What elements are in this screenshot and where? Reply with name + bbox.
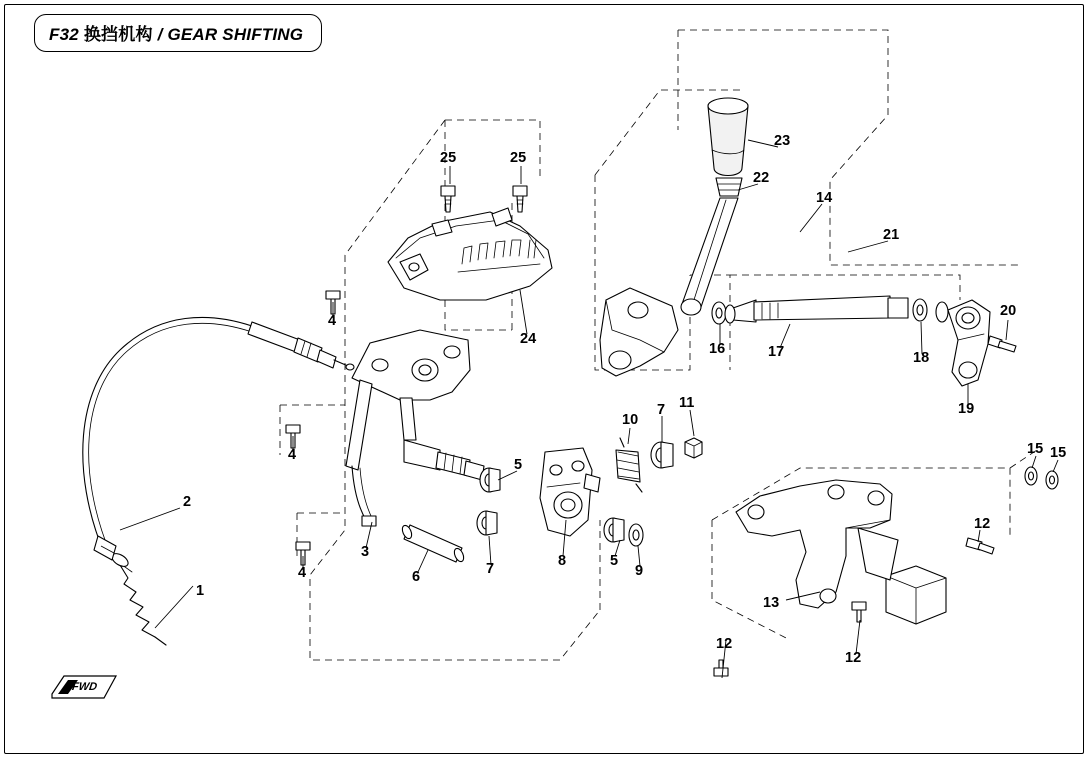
callout-12c: 12 (845, 650, 862, 666)
part-8-shift-plate (540, 448, 600, 536)
callout-15a: 15 (1027, 441, 1044, 457)
part-23-shift-knob (708, 98, 748, 176)
callout-14: 14 (816, 190, 833, 206)
title-english: / GEAR SHIFTING (157, 25, 304, 44)
part-16-washer (712, 302, 726, 324)
part-17-connecting-rod (725, 296, 908, 323)
callout-25a: 25 (440, 150, 457, 166)
part-15-washers (1025, 467, 1058, 489)
fwd-label: FWD (71, 681, 98, 693)
callout-17: 17 (768, 344, 785, 360)
bushing-7b (651, 442, 673, 468)
callout-10: 10 (622, 412, 639, 428)
callout-25b: 25 (510, 150, 527, 166)
part-10-spring (616, 438, 642, 492)
bolt-12c (852, 602, 866, 622)
bolt-12b (714, 660, 728, 676)
callout-7b: 7 (657, 402, 666, 418)
callout-6: 6 (412, 569, 421, 585)
bolt-25b (513, 186, 527, 212)
part-3-lever-bracket (346, 330, 484, 526)
callout-1: 1 (196, 583, 205, 599)
callout-21: 21 (883, 227, 900, 243)
callout-5b: 5 (610, 553, 619, 569)
callout-15b: 15 (1050, 445, 1067, 461)
part-4-bolts (286, 291, 340, 565)
part-20-bolt (988, 336, 1016, 352)
callout-12b: 12 (716, 636, 733, 652)
part-19-selector-arm (936, 300, 990, 386)
part-6-pin (400, 524, 465, 563)
callout-12a: 12 (974, 516, 991, 532)
bolt-25a (441, 186, 455, 212)
bushing-5a (480, 468, 500, 492)
title-chinese: 换挡机构 (83, 25, 153, 44)
part-14-lever-housing (600, 288, 678, 376)
callout-4b: 4 (288, 447, 297, 463)
part-18-washer (913, 299, 927, 321)
callout-20: 20 (1000, 303, 1017, 319)
part-2-shift-cable (83, 317, 354, 560)
part-22-knob-collar (716, 178, 742, 196)
callout-23: 23 (774, 133, 791, 149)
callout-13: 13 (763, 595, 780, 611)
callout-2: 2 (183, 494, 192, 510)
callout-4c: 4 (298, 565, 307, 581)
callout-3: 3 (361, 544, 370, 560)
callout-9: 9 (635, 563, 644, 579)
callout-19: 19 (958, 401, 975, 417)
callout-24: 24 (520, 331, 537, 347)
callout-16: 16 (709, 341, 726, 357)
bushing-5b (604, 518, 624, 542)
callout-8: 8 (558, 553, 567, 569)
bushing-7a (477, 511, 497, 535)
callout-18: 18 (913, 350, 930, 366)
callout-11: 11 (679, 395, 695, 411)
callout-4a: 4 (328, 313, 337, 329)
part-25-bolts (441, 186, 527, 212)
bolt-12a (966, 538, 994, 554)
part-1-cable-spring (110, 551, 166, 645)
part-11-nut (685, 438, 702, 458)
title-code: F32 (49, 25, 79, 44)
part-9-washer (629, 524, 643, 546)
callout-22: 22 (753, 170, 770, 186)
part-21-shift-lever-rod (681, 198, 738, 315)
part-24-cover-plate (388, 208, 552, 300)
callout-5a: 5 (514, 457, 523, 473)
callout-7a: 7 (486, 561, 495, 577)
